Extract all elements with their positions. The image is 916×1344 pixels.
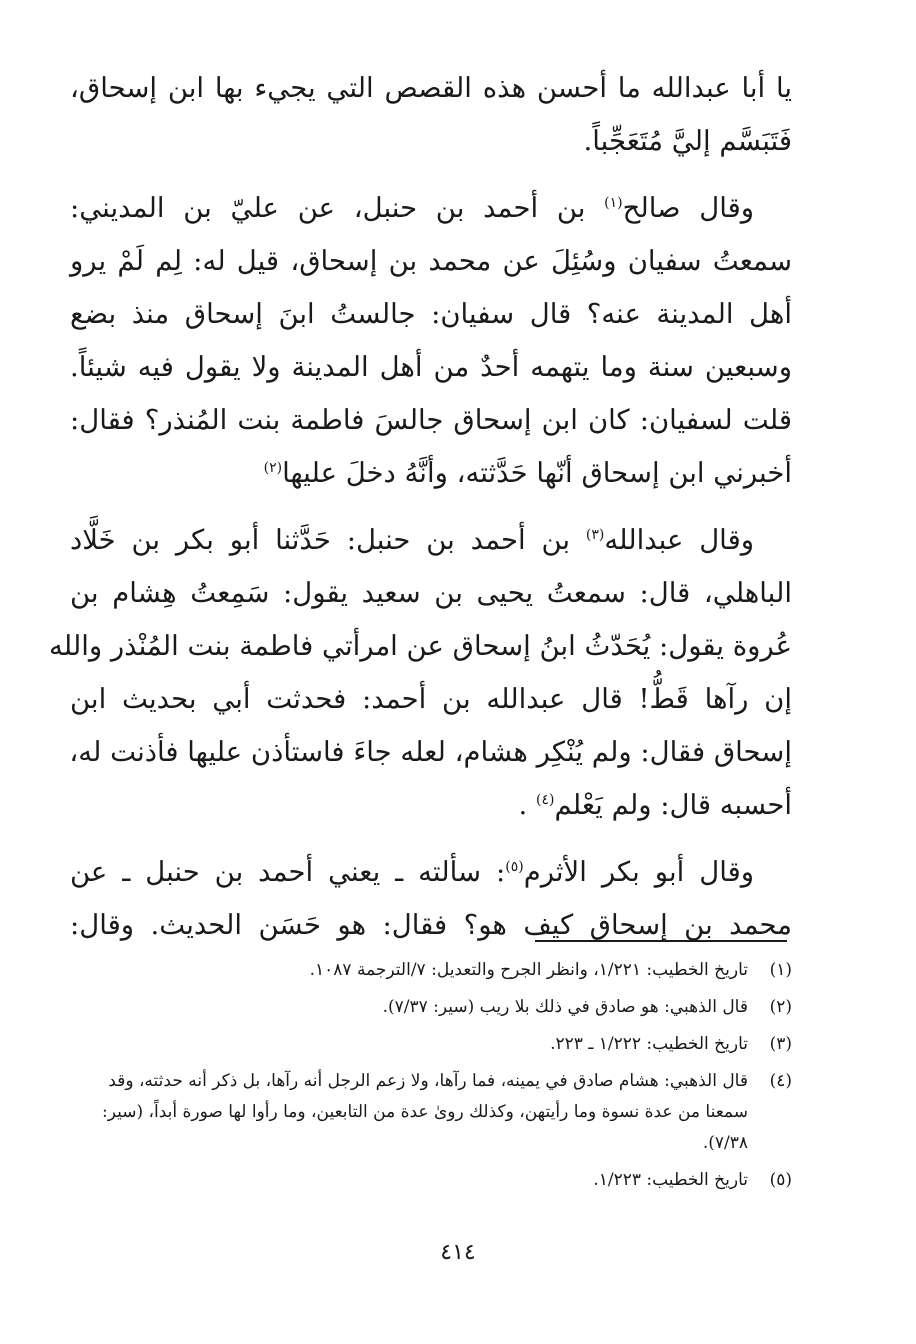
text-line xyxy=(70,514,792,567)
text-line xyxy=(70,447,792,500)
footnote-marker: (٢) xyxy=(263,459,283,476)
text-segment: . xyxy=(518,789,528,821)
text-line: أهل المدينة عنه؟ قال سفيان: جالستُ ابنَ إسحاق منذ بضع xyxy=(70,298,792,330)
text-line: إن رآها قَطُّ! قال عبدالله بن أحمد: فحدثت أبي بحديث ابن xyxy=(70,683,792,715)
paragraph-1 xyxy=(70,62,792,168)
footnote-item xyxy=(88,955,792,986)
footnote-marker: (٤) xyxy=(536,791,555,808)
main-text xyxy=(49,62,792,966)
page-number: ٤١٤ xyxy=(440,1240,476,1265)
footnote-text: تاريخ الخطيب: ١/٢٢٢ ـ ٢٢٣. xyxy=(550,1034,748,1054)
text-segment: أحسبه قال: ولم يَعْلم xyxy=(554,789,792,821)
text-line: محمد بن إسحاق كيف هو؟ فقال: هو حَسَن الحديث. وقال: xyxy=(70,909,792,941)
footnote-text: قال الذهبي: هو صادق في ذلك بلا ريب (سير: ٧/٣٧). xyxy=(382,997,748,1017)
footnote-number: (١) xyxy=(769,960,792,980)
footnote-marker: (٥) xyxy=(505,858,524,875)
footnote-item xyxy=(88,1165,792,1196)
text-segment: وقال صالح xyxy=(622,192,754,224)
footnote-marker: (٣) xyxy=(585,526,605,543)
text-segment: بن أحمد بن حنبل، عن عليّ بن المديني: xyxy=(70,192,586,224)
text-line xyxy=(70,846,792,899)
text-line: عُروة يقول: يُحَدّثُ ابنُ إسحاق عن امرأتي فاطمة بنت المُنْذر والله xyxy=(49,630,792,662)
text-line: الباهلي، قال: سمعتُ يحيى بن سعيد يقول: سَمِعتُ هِشام بن xyxy=(70,577,792,609)
text-line: فَتَبَسَّم إليَّ مُتَعَجِّباً. xyxy=(583,125,792,157)
text-segment: بن أحمد بن حنبل: حَدَّثنا أبو بكر بن خَلَّاد xyxy=(70,524,571,556)
footnote-text: قال الذهبي: هشام صادق في يمينه، فما رآها، ولا زعم الرجل أنه رآها، بل ذكر أنه حدثته، وقد سمعنا من عدة نسوة وما رأيتهن، وكذلك روىٰ عدة من التابعين، وما رأوا لها صورة أبداً، (سير: ٧/٣٨). xyxy=(102,1071,748,1153)
text-line: قلت لسفيان: كان ابن إسحاق جالسَ فاطمة بنت المُنذر؟ فقال: xyxy=(70,404,792,436)
text-segment: : سألته ـ يعني أحمد بن حنبل ـ عن xyxy=(70,856,506,888)
text-line: إسحاق فقال: ولم يُنْكِر هشام، لعله جاءَ فاستأذن عليها فأذنت له، xyxy=(69,736,792,768)
text-segment: أخبرني ابن إسحاق أنّها حَدَّثته، وأنَّهُ دخلَ عليها xyxy=(282,457,792,489)
text-line xyxy=(70,182,792,235)
footnote-number: (٤) xyxy=(769,1071,792,1091)
text-line: يا أبا عبدالله ما أحسن هذه القصص التي يجيء بها ابن إسحاق، xyxy=(70,72,792,104)
text-line: سمعتُ سفيان وسُئِلَ عن محمد بن إسحاق، قيل له: لِم لَمْ يرو xyxy=(70,245,792,277)
paragraph-4 xyxy=(70,846,792,952)
footnote-number: (٣) xyxy=(769,1034,792,1054)
footnote-text: تاريخ الخطيب: ١/٢٢٣. xyxy=(593,1170,748,1190)
footnote-marker: (١) xyxy=(604,194,623,211)
footnote-item xyxy=(88,1066,792,1159)
footnote-item xyxy=(88,992,792,1023)
footnote-number: (٢) xyxy=(769,997,792,1017)
text-segment: وقال عبدالله xyxy=(604,524,754,556)
footnote-item xyxy=(88,1029,792,1060)
text-line xyxy=(70,779,792,832)
paragraph-2 xyxy=(70,182,792,500)
footnotes xyxy=(88,955,792,1202)
paragraph-3 xyxy=(49,514,792,832)
text-segment: وقال أبو بكر الأثرم xyxy=(523,856,755,888)
footnote-separator xyxy=(535,940,787,942)
text-line: وسبعين سنة وما يتهمه أحدٌ من أهل المدينة ولا يقول فيه شيئاً. xyxy=(70,351,792,383)
footnote-text: تاريخ الخطيب: ١/٢٢١، وانظر الجرح والتعديل: ٧/الترجمة ١٠٨٧. xyxy=(309,960,748,980)
footnote-number: (٥) xyxy=(769,1170,792,1190)
